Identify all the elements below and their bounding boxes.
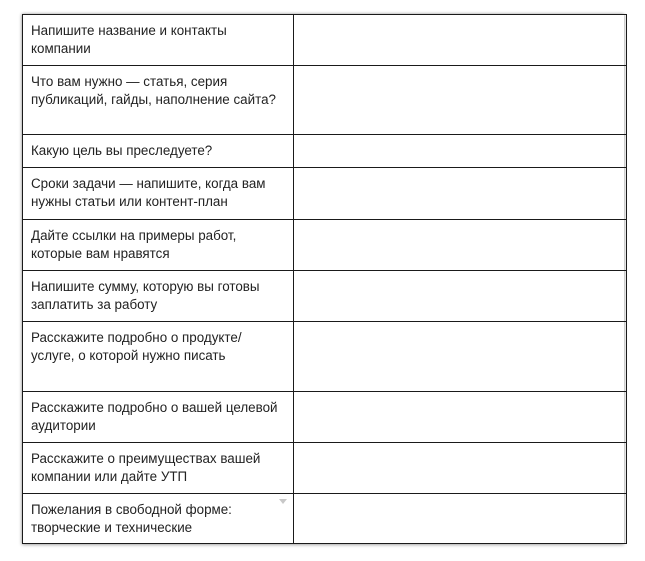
- table-row: [23, 15, 627, 66]
- answer-cell[interactable]: [294, 322, 627, 392]
- answer-cell[interactable]: [294, 392, 627, 443]
- table-row: [23, 220, 627, 271]
- dropdown-arrow-icon: [279, 499, 287, 504]
- table-row: [23, 322, 627, 392]
- answer-cell[interactable]: [294, 271, 627, 322]
- question-text: Напишите сумму, которую вы готовы заплатить за работу: [31, 279, 260, 312]
- question-cell: [23, 443, 294, 494]
- table-row: [23, 392, 627, 443]
- question-text: Расскажите о преимуществах вашей компании или дайте УТП: [31, 451, 261, 484]
- question-cell: [23, 168, 294, 220]
- answer-cell[interactable]: [294, 220, 627, 271]
- answer-cell[interactable]: [294, 443, 627, 494]
- question-text: Какую цель вы преследуете?: [31, 143, 213, 158]
- table-row: [23, 271, 627, 322]
- answer-cell[interactable]: [294, 66, 627, 135]
- table-row: [23, 135, 627, 168]
- answer-cell[interactable]: [294, 494, 627, 544]
- question-cell: [23, 494, 294, 544]
- question-text: Расскажите подробно о продукте/услуге, о которой нужно писать: [31, 330, 242, 363]
- brief-table-container: [22, 14, 624, 544]
- answer-cell[interactable]: [294, 15, 627, 66]
- answer-cell[interactable]: [294, 168, 627, 220]
- question-text: Что вам нужно — статья, серия публикаций, гайды, наполнение сайта?: [31, 74, 276, 107]
- question-cell: [23, 220, 294, 271]
- question-cell: [23, 135, 294, 168]
- brief-table: [22, 14, 627, 544]
- question-text: Пожелания в свободной форме: творческие и технические: [31, 502, 232, 535]
- question-cell: [23, 15, 294, 66]
- question-cell: [23, 322, 294, 392]
- question-cell: [23, 271, 294, 322]
- table-row: [23, 168, 627, 220]
- question-cell: [23, 392, 294, 443]
- question-text: Дайте ссылки на примеры работ, которые вам нравятся: [31, 228, 237, 261]
- question-text: Расскажите подробно о вашей целевой аудитории: [31, 400, 278, 433]
- question-text: Сроки задачи — напишите, когда вам нужны статьи или контент-план: [31, 176, 266, 209]
- question-cell: [23, 66, 294, 135]
- question-text: Напишите название и контакты компании: [31, 23, 227, 56]
- table-row: [23, 443, 627, 494]
- answer-cell[interactable]: [294, 135, 627, 168]
- table-row: [23, 494, 627, 544]
- table-row: [23, 66, 627, 135]
